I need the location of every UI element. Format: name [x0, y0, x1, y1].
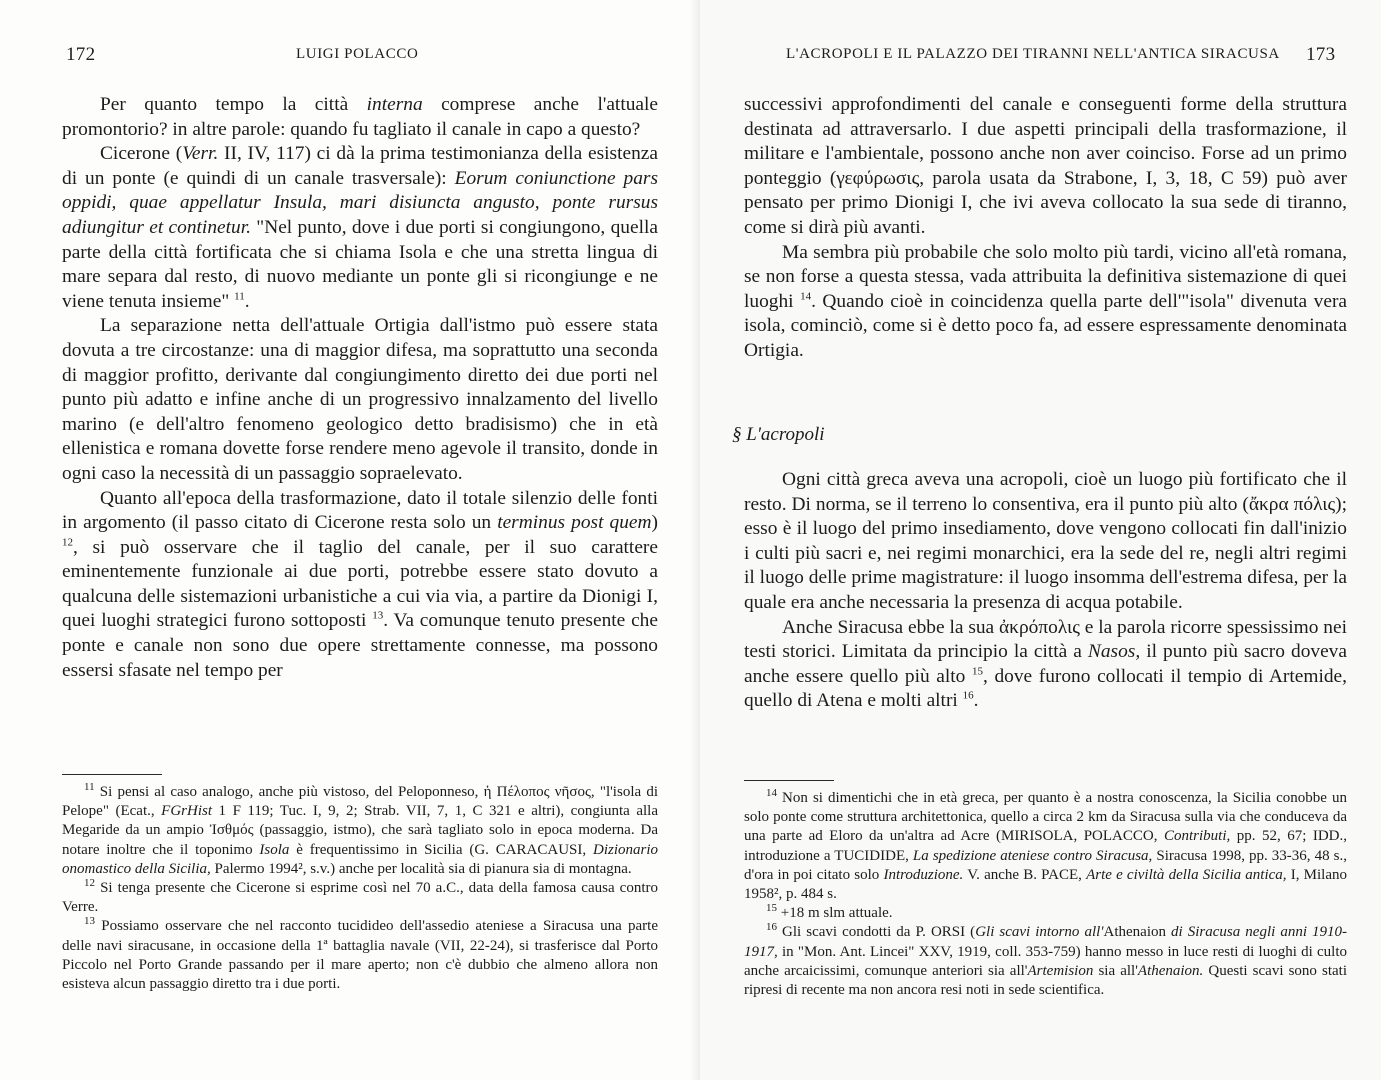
right-running-head: L'ACROPOLI E IL PALAZZO DEI TIRANNI NELL'ANTICA SIRACUSA: [786, 46, 1280, 62]
text-run: II, IV, 117) ci dà la prima testimonianza della esistenza di un ponte (e quindi di un canale trasversale):: [62, 143, 659, 189]
text-run: La spedizione ateniese contro Siracusa,: [912, 847, 1153, 864]
text-run: FGrHist: [161, 803, 212, 820]
text-run: pp. 52, 67; IDD., introduzione a TUCIDIDE,: [744, 828, 1348, 864]
text-run: Nasos,: [1087, 641, 1141, 663]
text-run: Non si dimentichi che in età greca, per quanto è a nostra conoscenza, la Sicilia conobbe un solo ponte come struttura architettonica, quello a circa 2 km da Siracusa sulla via che conduceva da una parte ad Eloro da un'altra ad Acre (MIRISOLA, POLACCO,: [744, 790, 1347, 845]
left-paragraphs: [62, 93, 658, 683]
text-run: Anche Siracusa ebbe la sua ἀκρόπολις e la parola ricorre spessissimo nei testi storici. Limitata da principio la città a: [744, 616, 1347, 663]
right-body-text-section: [744, 468, 1347, 714]
paragraph: [62, 93, 658, 142]
text-run: 1 F 119; Tuc. I, 9, 2; Strab. VII, 7, 1, C 321 e altri), congiunta alla Megaride da un ampio Ἰσθμός (passaggio, istmo), che sarà tagliato solo in epoca moderna. Da notare inoltre che il toponimo: [62, 803, 658, 858]
text-run: di Siracusa negli anni 1910-1917,: [744, 924, 1348, 960]
text-run: Si tenga presente che Cicerone si esprime così nel 70 a.C., data della famosa causa contro Verre.: [62, 880, 658, 916]
text-run: "Nel punto, dove i due porti si congiungono, quella parte della città fortificata che si chiama Isola e che una stretta lingua di mare separa dal resto, di nuovo mediante un ponte gli si ricongiunge e ne viene tenuta insieme": [62, 216, 658, 312]
paragraph: [62, 917, 658, 994]
footnote-ref: 14: [766, 787, 777, 799]
text-run: Quanto all'epoca della trasformazione, dato il totale silenzio delle fonti in argomento (il passo citato di Cicerone resta solo un: [62, 487, 658, 534]
text-run: Possiamo osservare che nel racconto tucidideo dell'assedio ateniese a Siracusa una parte delle navi siracusane, in occasione della 1ª battaglia navale (VII, 22-24), si trasferisce dal Porto Piccolo nel Porto Grande passando per il mare aperto; non c'è dubbio che almeno allora non esisteva alcun passaggio diretto tra i due porti.: [62, 918, 658, 993]
text-run: Questi scavi sono stati ripresi di recente ma non ancora resi noti in sede scientifica.: [744, 962, 1348, 999]
paragraph: [62, 142, 658, 314]
text-run: La separazione netta dell'attuale Ortigia dall'istmo può essere stata dovuta a tre circostanze: una di maggior difesa, ma soprattutto una seconda di maggior profitto, derivante dal congiungimento diretto dei due porti nel punto più adatto e infine anche di un progressivo innalzamento del livello marino (e dell'altro fenomeno geologico detto bradisismo) che in età ellenistica e romana dovette forse rendere meno agevole il transito, donde in ogni caso la necessità di un passaggio sopraelevato.: [62, 315, 658, 484]
paragraph: [62, 314, 658, 486]
text-run: Eorum coniunctione pars oppidi, quae appellatur Insula, mari disiuncta angusto, ponte rursus adiungitur et continetur.: [62, 167, 659, 238]
footnote-ref: 11: [84, 781, 95, 793]
text-run: . Va comunque tenuto presente che ponte e canale non sono due opere strettamente connesse, ma possono essersi sfasate nel tempo per: [62, 610, 658, 681]
footnote-ref: 15: [971, 665, 983, 678]
footnote-ref: 12: [62, 536, 73, 549]
right-paragraphs: [744, 93, 1347, 364]
right-page: [700, 0, 1381, 1080]
text-run: Athenaion: [1103, 924, 1172, 941]
paragraph: [744, 923, 1347, 1000]
footnote-ref: 13: [372, 610, 384, 622]
text-run: Verr.: [182, 143, 219, 165]
text-run: +18 m slm attuale.: [777, 905, 893, 922]
text-run: I, Milano 1958², p. 484 s.: [744, 866, 1347, 903]
text-run: comprese anche l'attuale promontorio? in altre parole: quando fu tagliato il canale in capo a questo?: [62, 94, 658, 140]
paragraph: [744, 93, 1347, 241]
right-page-number: 173: [1306, 44, 1336, 65]
text-run: Athenaion.: [1137, 962, 1204, 979]
right-footnote-rule: [744, 780, 834, 781]
left-footnote-list: [62, 783, 658, 994]
right-section-paragraphs: [744, 468, 1347, 714]
paragraph: [62, 487, 658, 684]
text-run: Artemision: [1027, 962, 1094, 979]
text-run: ): [651, 512, 658, 534]
left-page-number: 172: [66, 44, 96, 65]
text-run: .: [973, 690, 979, 712]
right-footnote-list: [744, 789, 1347, 1000]
text-run: terminus post quem: [497, 512, 652, 534]
text-run: Introduzione.: [883, 866, 964, 883]
text-run: Dizionario onomastico della Sicilia,: [62, 841, 658, 877]
text-run: Gli scavi intorno all': [975, 924, 1104, 941]
footnote-ref: 12: [84, 877, 95, 890]
text-run: interna: [366, 94, 423, 115]
text-run: Gli scavi condotti da P. ORSI (: [777, 924, 976, 941]
paragraph: [744, 241, 1347, 364]
text-run: sia all': [1093, 962, 1138, 979]
left-running-head: LUIGI POLACCO: [296, 46, 419, 62]
text-run: V. anche B. PACE,: [963, 866, 1087, 883]
left-body-text: [62, 93, 658, 683]
left-footnotes: [62, 783, 658, 994]
paragraph: [744, 468, 1347, 616]
footnote-ref: 15: [766, 902, 777, 915]
text-run: è frequentissimo in Sicilia (G. CARACAUSI,: [289, 841, 593, 858]
text-run: . Quando cioè in coincidenza quella parte dell'"isola" divenuta vera isola, cominciò, come si è detto poco fa, ad essere espressamente denominata Ortigia.: [744, 290, 1348, 361]
text-run: Siracusa 1998, pp. 33-36, 48 s., d'ora in poi citato solo: [744, 847, 1347, 883]
text-run: , dove furono collocati il tempio di Artemide, quello di Atena e molti altri: [744, 665, 1347, 712]
text-run: , si può osservare che il taglio del canale, per il suo carattere eminentemente funzionale ai due porti, potrebbe essere stato dovuto a qualcuna delle sistemazioni urbanistiche a cui via via, a partire da Dionigi I, quei luoghi strategici furono sottoposti: [62, 536, 658, 632]
text-run: Si pensi al caso analogo, anche più vistoso, del Peloponneso, ἡ Πέλοπος νῆσος, "l'isola di Pelope" (Ecat.,: [62, 784, 658, 820]
text-run: Contributi,: [1163, 828, 1231, 845]
paragraph: [744, 904, 1347, 923]
text-run: .: [244, 290, 250, 312]
text-run: Ogni città greca aveva una acropoli, cioè un luogo più fortificato che il resto. Di norma, se il terreno lo consentiva, era il punto più alto (ἄκρα πόλις); esso è il luogo del primo insediamento, dove vengono collocati fin dall'inizio i culti più sacri e, nei regimi monarchici, era la sede del re, negli altri regimi il luogo delle prime magistrature: il luogo insomma dell'estrema difesa, per la quale era anche necessaria la presenza di acqua potabile.: [744, 469, 1347, 613]
paragraph: [62, 783, 658, 879]
text-run: Isola: [259, 841, 290, 858]
text-run: Ma sembra più probabile che solo molto più tardi, vicino all'età romana, se non forse a questa stessa, vada attribuita la definitiva sistemazione di quei luoghi: [744, 241, 1347, 312]
section-heading: § L'acropoli: [732, 424, 825, 445]
footnote-ref: 13: [84, 915, 95, 928]
paragraph: [62, 879, 658, 917]
footnote-ref: 11: [234, 290, 245, 303]
paragraph: [744, 616, 1347, 714]
footnote-ref: 16: [766, 921, 777, 934]
text-run: il punto più sacro doveva anche essere quello più alto: [744, 641, 1347, 687]
footnote-ref: 16: [962, 689, 974, 702]
text-run: successivi approfondimenti del canale e conseguenti forme della struttura destinata ad attraversarlo. I due aspetti principali della trasformazione, il militare e l'ambientale, possono anche non aver coinciso. Forse ad un primo ponteggio (γεφύρωσις, parola usata da Strabone, I, 3, 18, C 59) può aver pensato per primo Dionigi I, che ivi aveva collocato la sua sede di tiranno, come si dirà più avanti.: [744, 94, 1347, 238]
text-run: Palermo 1994², s.v.) anche per località sia di pianura sia di montagna.: [210, 860, 632, 877]
left-footnote-rule: [62, 774, 162, 775]
text-run: in "Mon. Ant. Lincei" XXV, 1919, coll. 353-759) hanno messo in luce resti di luoghi di culto anche arcaicissimi, comunque anteriori sia all': [744, 943, 1347, 979]
text-run: Cicerone (: [100, 143, 183, 165]
right-footnotes: [744, 789, 1347, 1000]
footnote-ref: 14: [800, 290, 812, 303]
text-run: Per quanto tempo la città: [100, 94, 367, 115]
text-run: Arte e civiltà della Sicilia antica,: [1086, 866, 1287, 883]
paragraph: [744, 789, 1347, 904]
right-body-text-top: [744, 93, 1347, 364]
